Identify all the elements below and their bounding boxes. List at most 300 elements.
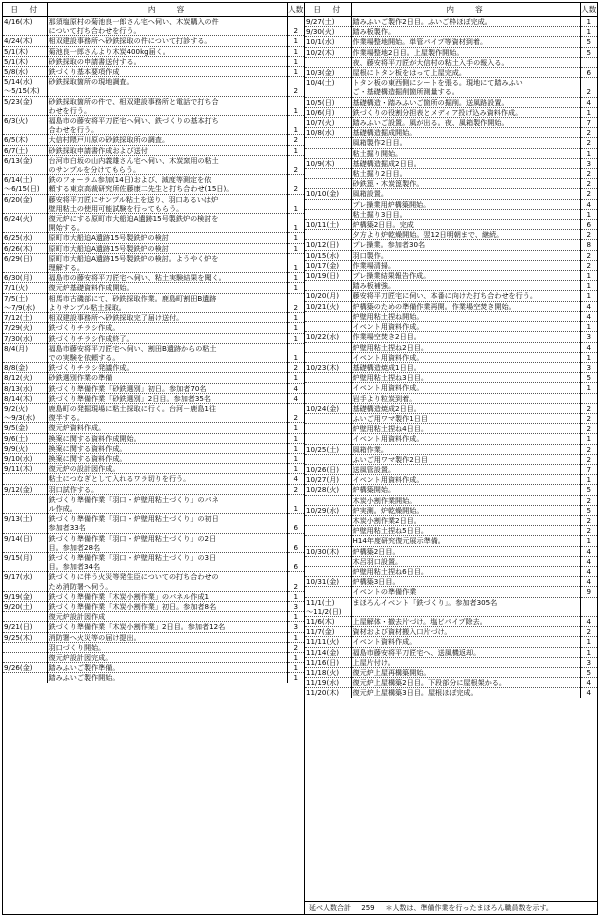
date-cell: 10/12(日) — [305, 240, 351, 250]
table-row — [3, 484, 304, 494]
date-cell — [305, 393, 351, 403]
count-cell: 1 — [580, 17, 597, 27]
count-cell: 2 — [580, 444, 597, 454]
content-cell: 合わせを行う。 — [48, 125, 99, 135]
content-cell: のサンプルを分けてもらう。 — [48, 165, 141, 175]
table-row — [3, 474, 304, 484]
count-cell: 2 — [580, 87, 597, 97]
table-row — [305, 505, 597, 515]
table-row — [3, 333, 304, 343]
content-cell: 炉壁用粘土捏ね開始。 — [351, 311, 580, 321]
table-row — [305, 678, 597, 688]
date-cell: 8/8(金) — [3, 363, 47, 373]
count-cell: 1 — [287, 125, 304, 135]
date-cell: 8/14(木) — [3, 393, 47, 403]
count-cell — [287, 214, 304, 224]
table-row — [305, 169, 597, 179]
table-row — [3, 17, 304, 27]
count-cell: 1 — [287, 464, 304, 474]
table-row — [3, 243, 304, 253]
table-row — [3, 184, 304, 194]
count-cell: 2 — [580, 495, 597, 505]
content-cell: 粘土掘り3日目。 — [351, 209, 580, 219]
table-row — [305, 332, 597, 342]
table-row — [305, 78, 597, 88]
count-cell: 3 — [580, 332, 597, 342]
count-cell — [580, 597, 597, 607]
count-cell: 3 — [287, 601, 304, 611]
content-cell: 風箱製作2日目。 — [351, 138, 580, 148]
table-row — [3, 323, 304, 333]
date-cell — [3, 523, 47, 533]
content-cell: 目。参加者28名 — [48, 542, 101, 552]
table-row — [305, 444, 597, 454]
right-column — [305, 3, 597, 914]
content-cell: 復元炉の設計図作成。 — [47, 464, 287, 474]
date-cell — [305, 424, 351, 434]
table-row — [3, 293, 304, 303]
table-row — [3, 223, 304, 233]
content-cell: 藤安将平刀匠宅に伺い、本番に向けた打ち合わせを行う。 — [351, 291, 580, 301]
count-cell: 2 — [287, 165, 304, 175]
content-cell: 鉄づくり準備作業「羽口・炉壁用粘土づくり」の2日 — [47, 533, 287, 543]
date-cell: 6/7(土) — [3, 145, 47, 155]
date-cell — [305, 352, 351, 362]
table-row — [3, 433, 304, 443]
count-cell: 4 — [580, 311, 597, 321]
table-row — [3, 283, 304, 293]
content-cell: 岩手より粒炭到着。 — [351, 393, 580, 403]
table-row — [305, 199, 597, 209]
table-row — [3, 175, 304, 185]
content-cell: 屋根にトタン板をはって上屋完成。 — [351, 68, 580, 78]
table-row — [3, 135, 304, 145]
date-cell: ～9/3(水) — [3, 413, 47, 423]
count-header: 人数 — [580, 3, 597, 17]
date-cell — [305, 179, 351, 189]
content-cell: 鉄づくりチラシ作成終了。 — [47, 333, 287, 343]
table-row — [305, 546, 597, 556]
count-cell: 6 — [580, 220, 597, 230]
content-cell: 炉壁用粘土捏ね2日目。 — [351, 342, 580, 352]
date-cell: 5/23(金) — [3, 96, 47, 106]
date-cell: 6/24(火) — [3, 214, 47, 224]
table-row — [3, 125, 304, 135]
table-row — [305, 179, 597, 189]
content-cell: 頼する東京高裁研究所佐藤康二先生と打ち合わせ(15日)。 — [48, 184, 234, 194]
content-cell: 踏み板補強。 — [351, 281, 580, 291]
content-cell: 鉄のフォーラム参加(14日)および、減度等測定を依 — [47, 175, 287, 185]
content-cell: 炉壁用粘土捏ね3日目。 — [351, 373, 580, 383]
content-cell: ふいご用ワマ製作2日目 — [351, 454, 580, 464]
count-cell — [580, 57, 597, 67]
table-row — [3, 273, 304, 283]
table-row — [305, 107, 597, 117]
date-cell: 10/17(金) — [305, 260, 351, 270]
table-row — [305, 607, 597, 617]
content-cell: ふいご用ワマ製作1日目 — [351, 413, 580, 423]
table-row — [305, 352, 597, 362]
count-cell — [287, 253, 304, 263]
date-cell: 10/5(日) — [305, 97, 351, 107]
table-row — [3, 533, 304, 543]
table-row — [305, 47, 597, 57]
table-row — [3, 353, 304, 363]
content-cell: プレ操業結果報告作成。 — [351, 271, 580, 281]
date-header: 日 付 — [3, 3, 47, 17]
content-cell: 木呂羽口設置。 — [351, 556, 580, 566]
content-cell: わせを行う。 — [48, 105, 92, 115]
count-cell: 1 — [287, 67, 304, 77]
date-cell: 11/19(水) — [305, 678, 351, 688]
count-cell: 2 — [580, 403, 597, 413]
date-cell — [305, 566, 351, 576]
table-row — [305, 148, 597, 158]
date-cell: 9/9(火) — [3, 443, 47, 453]
content-cell: 鉄づくりチラシ作成。 — [47, 323, 287, 333]
total-label: 延べ人数合計 — [309, 904, 351, 912]
count-cell — [580, 78, 597, 88]
table-row — [305, 97, 597, 107]
footnote: ＊人数は、準備作業を行ったまほろん職員数を示す。 — [385, 904, 553, 912]
content-cell: 砂鉄採取の申請書送付する。 — [47, 56, 287, 66]
date-cell: ～5/15(木) — [3, 86, 47, 96]
content-cell: 炉構築2日目。完成 — [351, 220, 580, 230]
table-row — [305, 220, 597, 230]
content-cell: 復元炉設計図作成 — [47, 612, 287, 622]
content-cell: 作業場清掃。 — [351, 260, 580, 270]
count-cell: 1 — [287, 632, 304, 642]
table-row — [3, 67, 304, 77]
content-cell: 復元炉にする原町市大船迫A遺跡15号製鉄炉の検討を — [47, 214, 287, 224]
table-row — [3, 116, 304, 126]
count-cell: 2 — [580, 250, 597, 260]
table-row — [305, 587, 597, 597]
date-cell: 10/20(月) — [305, 291, 351, 301]
content-cell: 夜、藤安将平刀匠が大信村の粘土入手の報入る。 — [351, 57, 580, 67]
table-footer — [305, 901, 597, 914]
content-cell: 基礎構造掘成2日目。 — [351, 158, 580, 168]
table-row — [3, 632, 304, 642]
count-cell — [287, 96, 304, 106]
date-cell — [3, 353, 47, 363]
count-cell: 2 — [287, 363, 304, 373]
date-cell: 9/2(火) — [3, 403, 47, 413]
date-cell: 10/22(水) — [305, 332, 351, 342]
content-cell: 羽口試作する。 — [47, 484, 287, 494]
table-row — [305, 597, 597, 607]
table-row — [3, 56, 304, 66]
count-cell — [580, 607, 597, 617]
date-cell: 10/27(月) — [305, 475, 351, 485]
date-cell: 9/30(火) — [305, 27, 351, 37]
date-cell: 4/24(木) — [3, 36, 47, 46]
content-cell: ため消防署へ伺う。 — [48, 581, 113, 591]
content-cell: 原町市大船迫A遺跡15号製鉄炉の検討 — [47, 233, 287, 243]
date-cell: 10/28(火) — [305, 485, 351, 495]
content-cell: イベント資料作成。 — [351, 637, 580, 647]
content-cell: ご・基礎構造掘削箇所測量する。 — [352, 87, 459, 97]
date-cell — [3, 642, 47, 652]
table-row — [3, 642, 304, 652]
count-cell: 2 — [580, 515, 597, 525]
table-row — [3, 343, 304, 353]
date-cell — [305, 373, 351, 383]
table-row — [305, 209, 597, 219]
count-cell: 4 — [580, 577, 597, 587]
table-row — [305, 495, 597, 505]
count-cell: 4 — [287, 474, 304, 484]
date-cell — [305, 87, 351, 97]
date-cell — [3, 223, 47, 233]
count-cell: 1 — [287, 56, 304, 66]
date-cell: 10/11(土) — [305, 220, 351, 230]
content-cell: 鉄づくり準備作業「羽口・炉壁用粘土づくり」の3日 — [47, 552, 287, 562]
count-cell: 2 — [580, 526, 597, 536]
date-cell: 11/1(土) — [305, 597, 351, 607]
date-cell: 7/29(火) — [3, 323, 47, 333]
date-cell: 9/27(土) — [305, 17, 351, 27]
content-cell: 鉄づくり準備作業「羽口・炉壁用粘土づくり」のパネ — [47, 494, 287, 504]
content-cell: 鉄づくりに伴う火災等発生臣についての打ち合わせの — [47, 572, 287, 582]
date-cell — [3, 612, 47, 622]
table-row — [3, 403, 304, 413]
content-cell: 壁用粘土の使用可能試験を行ってもらう。 — [48, 203, 184, 213]
content-cell: 粘土掘り開始。 — [351, 148, 580, 158]
count-cell: 4 — [287, 383, 304, 393]
date-cell — [305, 169, 351, 179]
content-cell: 羽口製作。 — [351, 250, 580, 260]
content-cell: 原町市大船迫A遺跡15号製鉄炉の検討。ようやく炉を — [47, 253, 287, 263]
date-cell: 6/29(日) — [3, 253, 47, 263]
table-row — [305, 688, 597, 698]
content-cell: 鹿島町の発掘現場に粘土採取に行く。台河－鹿島1往 — [47, 403, 287, 413]
count-cell: 1 — [580, 322, 597, 332]
table-row — [305, 616, 597, 626]
table-row — [305, 27, 597, 37]
table-row — [3, 601, 304, 611]
count-cell: 2 — [580, 179, 597, 189]
content-cell: 台河市白坂の山内義雄さん宅へ伺い、木炭窯用の粘土 — [47, 155, 287, 165]
table-row — [305, 230, 597, 240]
count-cell: 4 — [287, 393, 304, 403]
content-cell: 藤安将平刀匠にサンプル粘土を送り、羽口あるいは炉 — [47, 194, 287, 204]
content-cell: 上屋片付け。 — [351, 657, 580, 667]
content-cell: 作業場空焚き2日目。 — [351, 332, 580, 342]
count-cell: 7 — [580, 118, 597, 128]
content-cell: 鉄づくりの役割分担表とメディア投げ込み資料作成。 — [351, 107, 580, 117]
content-cell: 鉄づくりチラシ発議作成。 — [47, 363, 287, 373]
content-cell: 粘土につなぎとして入れるワラ切りを行う。 — [47, 474, 287, 484]
count-cell — [287, 403, 304, 413]
table-row — [305, 118, 597, 128]
date-cell — [305, 536, 351, 546]
content-cell: 鉄づくり準備作業「木炭小割作業」初日。参加者8名 — [47, 601, 287, 611]
content-cell: 大信村隈戸川原の砂鉄採取所の調査。 — [47, 135, 287, 145]
date-cell: 9/6(土) — [3, 433, 47, 443]
table-row — [305, 311, 597, 321]
content-cell: 福島市藤安将平刀匠宅へ、送風機返却。 — [351, 647, 580, 657]
date-cell — [305, 311, 351, 321]
content-cell: 復元炉基礎資料作成開始。 — [47, 283, 287, 293]
count-cell: 2 — [287, 484, 304, 494]
table-row — [305, 250, 597, 260]
table-row — [305, 647, 597, 657]
content-cell: 菊池良一郎さんより木炭400kg届く。 — [47, 46, 287, 56]
date-cell: 10/9(木) — [305, 158, 351, 168]
date-cell — [305, 383, 351, 393]
count-cell: 1 — [580, 281, 597, 291]
count-cell: 6 — [580, 68, 597, 78]
count-cell: 1 — [287, 273, 304, 283]
total-value: 259 — [361, 904, 375, 912]
content-cell: 砂鉄箆・木炭箆製作。 — [351, 179, 580, 189]
content-cell: 鉄づくり準備作業「木炭小割作業」2日目。参加者12名 — [47, 622, 287, 632]
content-cell: 鉄づくり準備作業「砂鉄選別」初日。参加者70名 — [47, 383, 287, 393]
content-cell: イベント用資料作成。 — [351, 383, 580, 393]
table-row — [305, 393, 597, 403]
count-cell: 1 — [580, 291, 597, 301]
count-cell: 3 — [580, 657, 597, 667]
table-row — [3, 543, 304, 553]
count-cell — [287, 293, 304, 303]
count-cell — [580, 393, 597, 403]
count-cell: 4 — [580, 199, 597, 209]
date-cell: 6/26(木) — [3, 243, 47, 253]
content-cell: 相双建設事務所へ砂鉄採取完了届け送付。 — [47, 313, 287, 323]
date-cell: 9/12(金) — [3, 484, 47, 494]
table-row — [305, 17, 597, 27]
content-cell: プレ操業。参加者30名 — [351, 240, 580, 250]
count-cell — [287, 194, 304, 204]
date-cell — [3, 562, 47, 572]
count-cell: 1 — [287, 46, 304, 56]
content-cell: 砂鉄採取申請書作成および送付 — [47, 145, 287, 155]
date-cell: 10/4(土) — [305, 78, 351, 88]
count-cell: 1 — [287, 283, 304, 293]
count-cell — [287, 572, 304, 582]
content-cell: 作業場整地2日目。上屋製作開始。 — [351, 47, 580, 57]
content-cell: 資材および資材搬入口片づけ。 — [351, 627, 580, 637]
table-row — [3, 523, 304, 533]
count-cell: 1 — [287, 453, 304, 463]
count-cell: 2 — [287, 582, 304, 592]
date-cell: 11/7(金) — [305, 627, 351, 637]
count-cell: 1 — [287, 36, 304, 46]
date-cell — [305, 281, 351, 291]
content-cell: 基礎構造焼成2日目。 — [351, 403, 580, 413]
count-cell — [287, 343, 304, 353]
count-cell: 1 — [580, 27, 597, 37]
table-row — [3, 86, 304, 96]
date-cell: 7/5(土) — [3, 293, 47, 303]
table-row — [3, 373, 304, 383]
count-cell: 4 — [580, 688, 597, 698]
date-cell — [3, 263, 47, 273]
table-row — [3, 165, 304, 175]
date-cell: 11/18(火) — [305, 668, 351, 678]
count-cell: 1 — [580, 383, 597, 393]
table-row — [3, 106, 304, 116]
right-table — [305, 3, 597, 698]
count-cell: 2 — [580, 424, 597, 434]
content-cell: H14年度研究復元展示準備。 — [351, 536, 580, 546]
content-cell: 鉄づくり基本要項作成 — [47, 67, 287, 77]
date-cell: 5/8(水) — [3, 67, 47, 77]
count-cell: 6 — [287, 562, 304, 572]
content-cell: 炉実測。炉乾燥開始。 — [351, 505, 580, 515]
content-cell: 踏みふいご製作準備。 — [47, 663, 287, 673]
count-cell: 1 — [287, 233, 304, 243]
count-cell: 2 — [580, 169, 597, 179]
table-row — [3, 572, 304, 582]
date-cell — [3, 474, 47, 484]
count-cell: 4 — [580, 566, 597, 576]
date-cell: 9/14(日) — [3, 533, 47, 543]
count-cell: 1 — [580, 536, 597, 546]
content-cell: 風箱設置。 — [351, 189, 580, 199]
date-cell: 8/13(水) — [3, 383, 47, 393]
date-cell: ～11/2(日) — [305, 607, 351, 617]
date-cell — [305, 342, 351, 352]
count-cell: 2 — [580, 627, 597, 637]
date-cell: 11/20(木) — [305, 688, 351, 698]
date-cell: 9/10(水) — [3, 453, 47, 463]
date-cell — [305, 199, 351, 209]
date-cell: 11/16(日) — [305, 657, 351, 667]
content-cell: 砂鉄採取箇所の現地調査。 — [47, 77, 287, 87]
count-cell: 5 — [580, 485, 597, 495]
table-row — [305, 158, 597, 168]
count-cell: 4 — [580, 678, 597, 688]
date-header: 日 付 — [305, 3, 351, 17]
date-cell: 6/3(火) — [3, 116, 47, 126]
count-cell: 3 — [580, 362, 597, 372]
count-cell: 1 — [287, 313, 304, 323]
date-cell — [3, 125, 47, 135]
date-cell: 10/1(水) — [305, 37, 351, 47]
count-cell: 9 — [580, 587, 597, 597]
date-cell: 10/24(金) — [305, 403, 351, 413]
date-cell: 10/8(水) — [305, 128, 351, 138]
count-cell: 4 — [580, 556, 597, 566]
date-cell: 6/14(土) — [3, 175, 47, 185]
table-row — [305, 281, 597, 291]
table-row — [305, 485, 597, 495]
count-cell: 1 — [287, 663, 304, 673]
content-cell: 換案に関する資料作成。 — [47, 453, 287, 463]
table-row — [305, 373, 597, 383]
date-cell: 9/5(金) — [3, 423, 47, 433]
count-cell: 1 — [287, 223, 304, 233]
content-cell: 炉構築のための準備作業再開。作業場空焚き開始。 — [351, 301, 580, 311]
count-cell: 1 — [287, 373, 304, 383]
count-cell: 2 — [580, 260, 597, 270]
content-cell: 福島市の藤安将平刀匠宅へ伺い、鉄づくりの基本打ち — [47, 116, 287, 126]
date-cell: 10/2(木) — [305, 47, 351, 57]
date-cell: 9/15(月) — [3, 552, 47, 562]
count-cell: 4 — [580, 342, 597, 352]
count-cell: 5 — [580, 668, 597, 678]
date-cell: 10/31(金) — [305, 577, 351, 587]
table-row — [3, 77, 304, 87]
date-cell: 10/23(木) — [305, 362, 351, 372]
date-cell: 11/6(木) — [305, 616, 351, 626]
table-row — [305, 413, 597, 423]
table-row — [305, 189, 597, 199]
count-cell: 1 — [580, 647, 597, 657]
date-cell — [3, 504, 47, 514]
